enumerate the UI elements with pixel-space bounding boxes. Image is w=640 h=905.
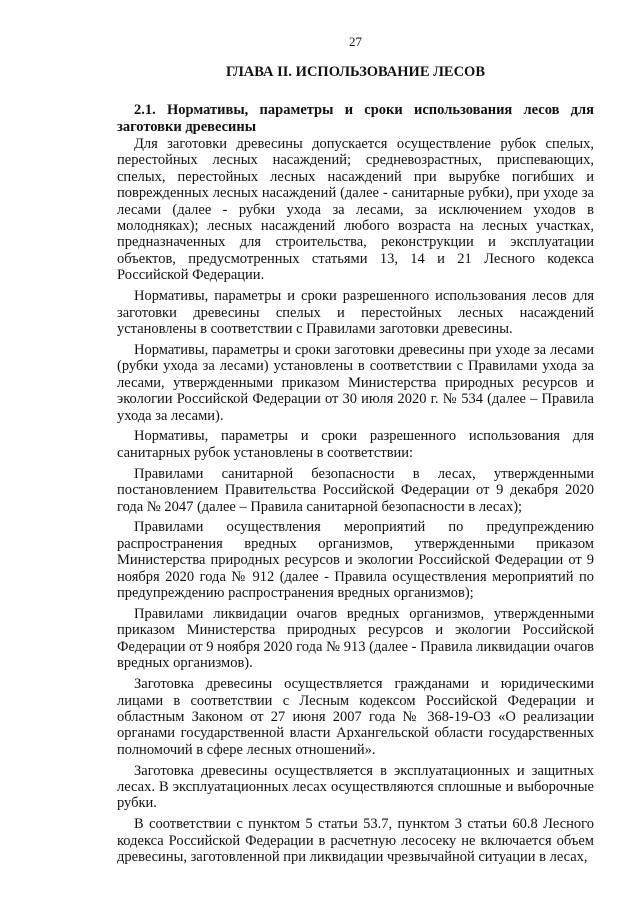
page-number: 27 xyxy=(349,34,362,49)
paragraph-8: Заготовка древесины осуществляется гражданами и юридическими лицами в соответствии с Лесным кодексом Российской Федерации и областным Законом от 27 июня 2007 года № 368-19-ОЗ «О реализации органами государственной власти Архангельской области государственных полномочий в сфере лесных отношений». xyxy=(117,676,594,758)
paragraph-1: Для заготовки древесины допускается осуществление рубок спелых, перестойных лесных насаждений; средневозрастных, приспевающих, спелых, перестойных лесных насаждений при вырубке погибших и поврежденных лесных насаждений (далее - санитарные рубки), при уходе за лесами (далее - рубки ухода за лесами, за исключением уходов в молодняках); лесных насаждений любого возраста на лесных участках, предназначенных для строительства, реконструкции и эксплуатации объектов, предусмотренных статьями 13, 14 и 21 Лесного кодекса Российской Федерации. xyxy=(117,136,594,284)
body-text xyxy=(117,136,594,866)
paragraph-2: Нормативы, параметры и сроки разрешенного использования лесов для заготовки древесины спелых и перестойных лесных насаждений установлены в соответствии с Правилами заготовки древесины. xyxy=(117,288,594,337)
paragraph-10: В соответствии с пунктом 5 статьи 53.7, пунктом 3 статьи 60.8 Лесного кодекса Российской Федерации в расчетную лесосеку не включается объем древесины, заготовленной при ликвидации чрезвычайной ситуации в лесах, xyxy=(117,816,594,866)
paragraph-4: Нормативы, параметры и сроки разрешенного использования для санитарных рубок установлены в соответствии: xyxy=(117,428,594,461)
paragraph-3: Нормативы, параметры и сроки заготовки древесины при уходе за лесами (рубки ухода за лесами) установлены в соответствии с Правилами ухода за лесами, утвержденными приказом Министерства природных ресурсов и экологии Российской Федерации от 30 июля 2020 г. № 534 (далее – Правила ухода за лесами). xyxy=(117,341,594,424)
paragraph-7: Правилами ликвидации очагов вредных организмов, утвержденными приказом Министерства природных ресурсов и экологии Российской Федерации от 9 ноября 2020 года № 913 (далее - Правила ликвидации очагов вредных организмов). xyxy=(117,605,594,672)
section-title: 2.1. Нормативы, параметры и сроки использования лесов для заготовки древесины xyxy=(117,102,594,135)
paragraph-5: Правилами санитарной безопасности в лесах, утвержденными постановлением Правительства Российской Федерации от 9 декабря 2020 года № 2047 (далее – Правила санитарной безопасности в лесах); xyxy=(117,465,594,515)
paragraph-9: Заготовка древесины осуществляется в эксплуатационных и защитных лесах. В эксплуатационных лесах осуществляются сплошные и выборочные рубки. xyxy=(117,762,594,812)
chapter-title: ГЛАВА II. ИСПОЛЬЗОВАНИЕ ЛЕСОВ xyxy=(225,64,486,80)
paragraph-6: Правилами осуществления мероприятий по предупреждению распространения вредных организмов, утвержденными приказом Министерства природных ресурсов и экологии Российской Федерации от 9 ноября 2020 года № 912 (далее - Правила осуществления мероприятий по предупреждению распространения вредных организмов); xyxy=(117,519,594,602)
